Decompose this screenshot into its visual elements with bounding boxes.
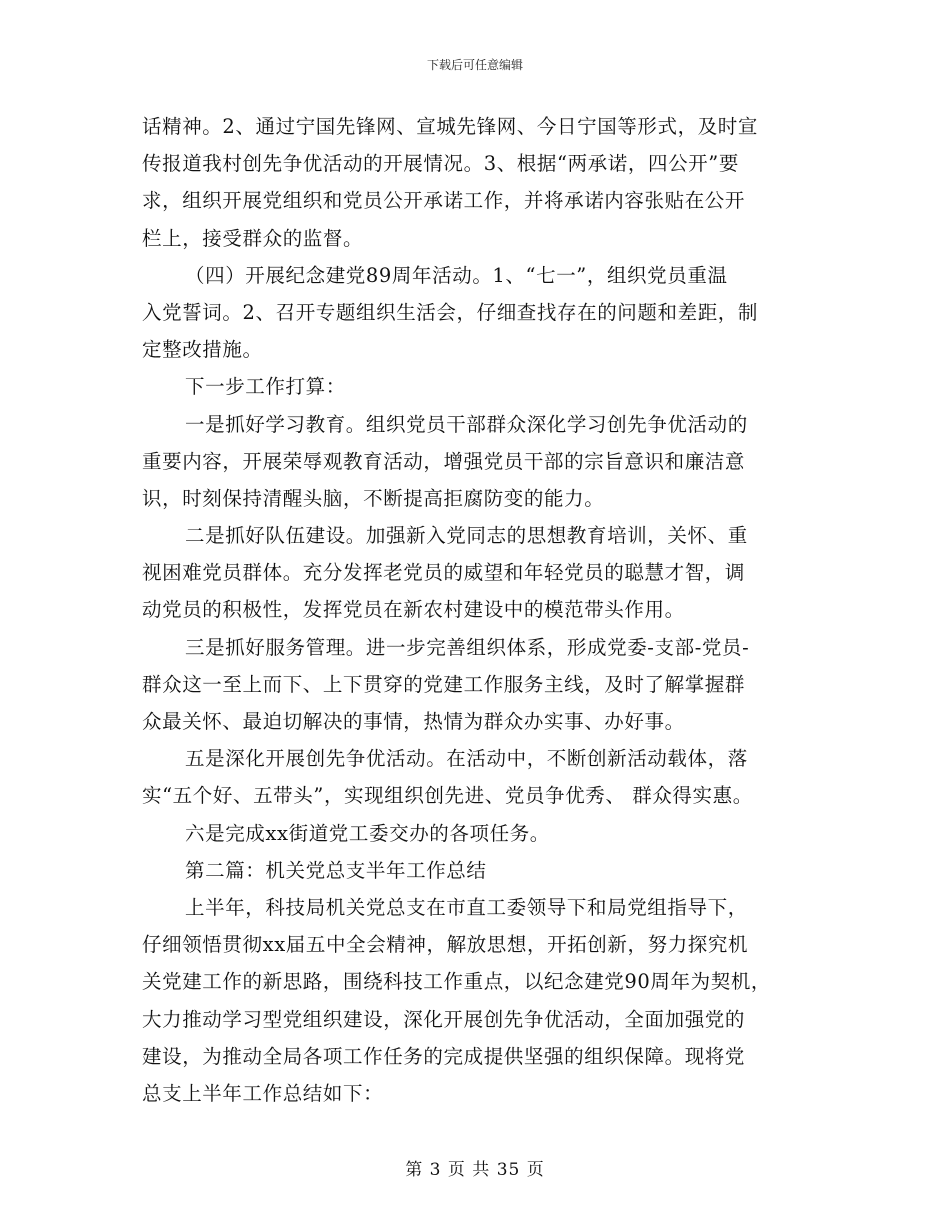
- text-line: 栏上，接受群众的监督。: [142, 226, 364, 250]
- text-line: 定整改措施。: [142, 338, 263, 362]
- page-header: 下载后可任意编辑: [426, 58, 523, 72]
- text-line: 动党员的积极性，发挥党员在新农村建设中的模范带头作用。: [142, 598, 685, 622]
- text-line: 总支上半年工作总结如下：: [142, 1081, 384, 1105]
- text-line: 众最关怀、最迫切解决的事情，热情为群众办实事、办好事。: [142, 710, 685, 733]
- text-line: 传报道我村创先争优活动的开展情况。3、根据“两承诺，四公开”要: [142, 152, 739, 176]
- text-line: 求，组织开展党组织和党员公开承诺工作，并将承诺内容张贴在公开: [142, 189, 746, 213]
- text-line: 关党建工作的新思路，围绕科技工作重点，以纪念建党90周年为契机，: [142, 970, 772, 994]
- text-line: 重要内容，开展荣辱观教育活动，增强党员干部的宗旨意识和廉洁意: [142, 449, 746, 473]
- text-line: 建设，为推动全局各项工作任务的完成提供坚强的组织保障。现将党: [142, 1044, 746, 1068]
- text-line: 实“五个好、五带头”，实现组织创先进、党员争优秀、 群众得实惠。: [142, 784, 753, 808]
- text-line: 识，时刻保持清醒头脑，不断提高拒腐防变的能力。: [142, 486, 605, 510]
- text-line: 大力推动学习型党组织建设，深化开展创先争优活动，全面加强党的: [142, 1007, 746, 1031]
- text-line: 二是抓好队伍建设。加强新入党同志的思想教育培训，关怀、重: [185, 524, 748, 548]
- text-line: 仔细领悟贯彻xx届五中全会精神，解放思想，开拓创新，努力探究机: [142, 933, 749, 957]
- text-line: 三是抓好服务管理。进一步完善组织体系，形成党委-支部-党员-: [185, 635, 750, 659]
- text-line: 下一步工作打算：: [185, 375, 346, 399]
- text-line: 第二篇：机关党总支半年工作总结: [185, 858, 487, 882]
- text-line: 上半年，科技局机关党总支在市直工委领导下和局党组指导下，: [185, 895, 748, 919]
- text-line: 视困难党员群体。充分发挥老党员的威望和年轻党员的聪慧才智，调: [142, 561, 746, 585]
- text-line: 群众这一至上而下、上下贯穿的党建工作服务主线，及时了解掌握群: [142, 672, 746, 696]
- text-line: 入党誓词。2、召开专题组织生活会，仔细查找存在的问题和差距，制: [142, 300, 759, 324]
- text-line: 五是深化开展创先争优活动。在活动中，不断创新活动载体，落: [185, 747, 748, 771]
- text-line: （四）开展纪念建党89周年活动。1、“七一”，组织党员重温: [185, 263, 728, 287]
- text-line: 六是完成xx街道党工委交办的各项任务。: [185, 821, 550, 845]
- text-line: 一是抓好学习教育。组织党员干部群众深化学习创先争优活动的: [185, 412, 748, 436]
- text-line: 话精神。2、通过宁国先锋网、宣城先锋网、今日宁国等形式，及时宣: [142, 115, 759, 138]
- page-footer: 第 3 页 共 35 页: [405, 1160, 545, 1180]
- document-body: [142, 108, 822, 1112]
